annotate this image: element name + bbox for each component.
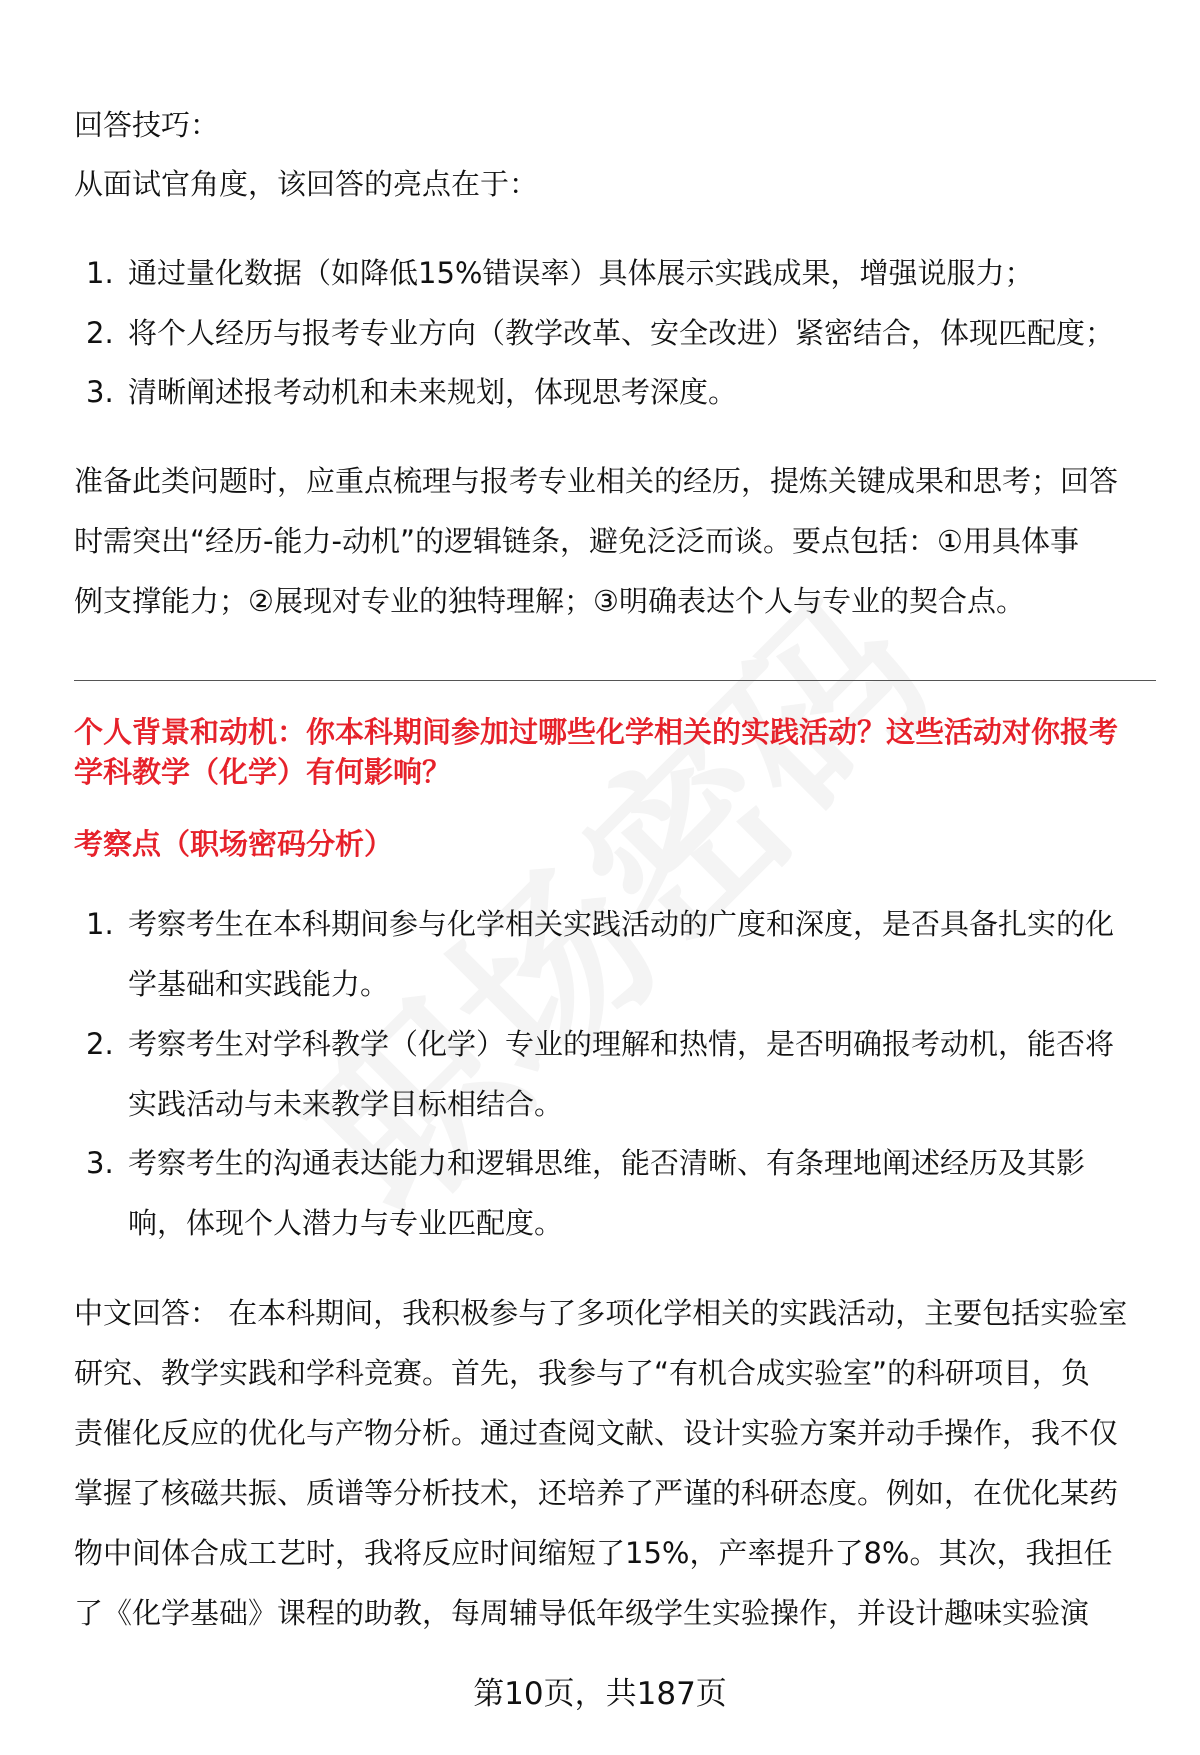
list-item-text: 通过量化数据（如降低15%错误率）具体展示实践成果，增强说服力； [128, 256, 1034, 290]
paragraph-line: 例支撑能力；②展现对专业的独特理解；③明确表达个人与专业的契合点。 [74, 584, 1025, 618]
paragraph-line: 时需突出“经历-能力-动机”的逻辑链条，避免泛泛而谈。要点包括：①用具体事 [74, 524, 1079, 558]
list-item-text [128, 894, 1114, 1014]
paragraph-line: 准备此类问题时，应重点梳理与报考专业相关的经历，提炼关键成果和思考；回答 [74, 464, 1119, 498]
list-line: 实践活动与未来教学目标相结合。 [128, 1087, 564, 1121]
tips-intro: 从面试官角度，该回答的亮点在于： [74, 167, 539, 201]
tips-paragraph [74, 451, 1156, 631]
divider [74, 680, 1156, 681]
list-number: 3. [86, 375, 114, 409]
list-line: 考察考生在本科期间参与化学相关实践活动的广度和深度，是否具备扎实的化 [128, 907, 1115, 941]
list-number: 2. [86, 316, 114, 350]
list-item-text [128, 1014, 1114, 1134]
answer-paragraph [74, 1283, 1156, 1643]
answer-line: 了《化学基础》课程的助教，每周辅导低年级学生实验操作，并设计趣味实验演 [74, 1596, 1090, 1630]
answer-line: 掌握了核磁共振、质谱等分析技术，还培养了严谨的科研态度。例如，在优化某药 [74, 1476, 1119, 1510]
focus-title: 考察点（职场密码分析） [74, 827, 394, 861]
question-line: 学科教学（化学）有何影响？ [74, 755, 452, 789]
list-item-text: 将个人经历与报考专业方向（教学改革、安全改进）紧密结合，体现匹配度； [128, 316, 1115, 350]
answer-line: 研究、教学实践和学科竞赛。首先，我参与了“有机合成实验室”的科研项目，负 [74, 1356, 1091, 1390]
page-number: 第10页，共187页 [473, 1676, 727, 1712]
list-number: 3. [86, 1146, 114, 1180]
answer-line: 物中间体合成工艺时，我将反应时间缩短了15%，产率提升了8%。其次，我担任 [74, 1536, 1113, 1570]
list-line: 响，体现个人潜力与专业匹配度。 [128, 1206, 564, 1240]
tips-title: 回答技巧： [74, 108, 220, 142]
question-line: 个人背景和动机：你本科期间参加过哪些化学相关的实践活动？这些活动对你报考 [74, 715, 1119, 749]
list-item-text: 清晰阐述报考动机和未来规划，体现思考深度。 [128, 375, 738, 409]
list-line: 考察考生的沟通表达能力和逻辑思维，能否清晰、有条理地阐述经历及其影 [128, 1146, 1086, 1180]
list-number: 2. [86, 1027, 114, 1061]
list-number: 1. [86, 907, 114, 941]
list-line: 考察考生对学科教学（化学）专业的理解和热情，是否明确报考动机，能否将 [128, 1027, 1115, 1061]
list-line: 学基础和实践能力。 [128, 967, 390, 1001]
list-number: 1. [86, 256, 114, 290]
answer-line: 责催化反应的优化与产物分析。通过查阅文献、设计实验方案并动手操作，我不仅 [74, 1416, 1119, 1450]
list-item-text [128, 1133, 1085, 1253]
question-heading [74, 712, 1156, 792]
answer-line: 中文回答： 在本科期间，我积极参与了多项化学相关的实践活动，主要包括实验室 [74, 1296, 1128, 1330]
